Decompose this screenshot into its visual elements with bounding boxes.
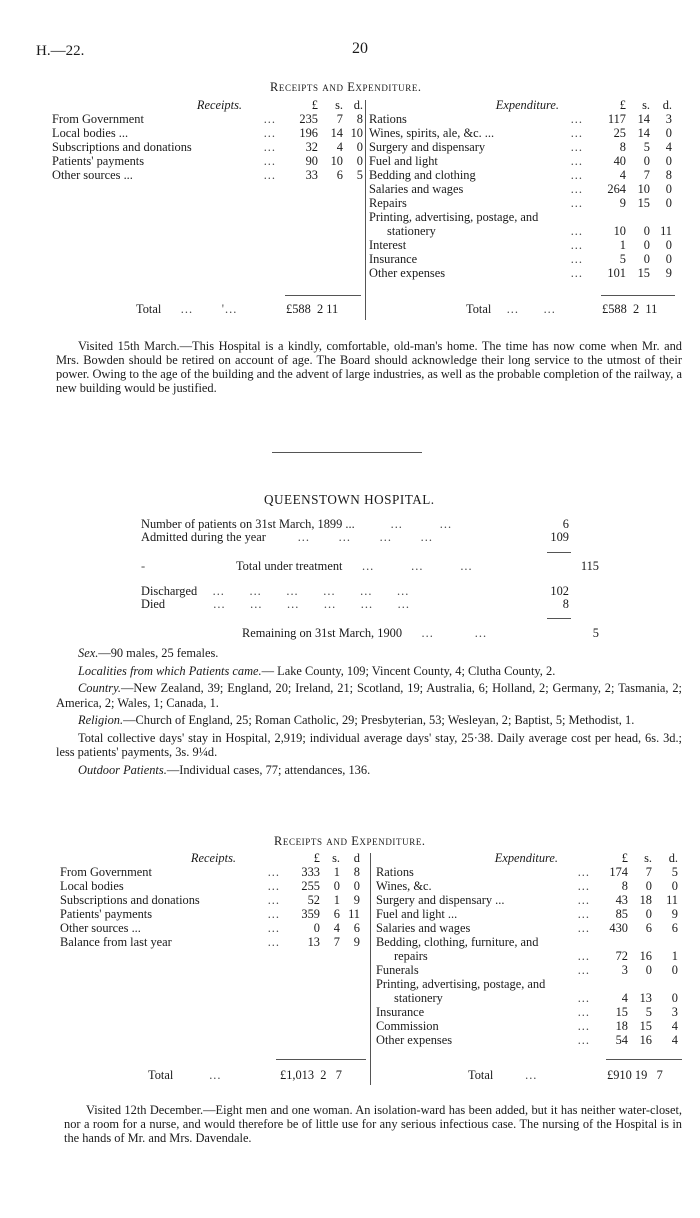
section1-expenditure-table [369, 98, 672, 280]
row-label: Wines, spirits, ale, &c. ... ... [369, 126, 583, 140]
row-label: Fuel and light ... [369, 154, 583, 168]
shillings-cell [626, 210, 650, 224]
shillings-cell: 0 [643, 252, 650, 266]
shillings-cell: 0 [643, 154, 650, 168]
table-row [60, 865, 360, 879]
section1-receipts-total: £588 2 11 [286, 302, 339, 316]
pence-cell: 9 [665, 266, 672, 280]
pounds-cell: 85 [615, 907, 628, 921]
pence-cell: 0 [356, 140, 363, 154]
pence-cell: 11 [348, 907, 360, 921]
subtotal-rule [547, 552, 571, 553]
row-label: Subscriptions and donations ... [52, 140, 276, 154]
pounds-cell: 25 [613, 126, 626, 140]
outdoor-text: —Individual cases, 77; attendances, 136. [166, 762, 371, 777]
row-label-text: Other sources ... [52, 168, 133, 182]
shillings-cell: 7 [645, 865, 652, 879]
section1-receipts-total-rule [285, 295, 361, 296]
remaining-value: 5 [592, 626, 599, 640]
pence-cell: 9 [671, 907, 678, 921]
row-label [376, 977, 598, 991]
pounds-cell: 8 [621, 879, 628, 893]
shillings-cell: 18 [639, 893, 652, 907]
pence-cell: 0 [356, 154, 363, 168]
table-row [376, 1019, 678, 1033]
table-row [369, 126, 672, 140]
table-row [369, 266, 672, 280]
row-label: From Government ... [52, 112, 276, 126]
section1-expenditure-total-rule [601, 295, 675, 296]
row-label-text: stationery [394, 991, 443, 1005]
row-label: Fuel and light ... ... [376, 907, 590, 921]
pounds-cell: 54 [615, 1033, 628, 1047]
shillings-cell: 15 [637, 196, 650, 210]
pence-cell: 10 [350, 126, 363, 140]
pounds-cell: 13 [307, 935, 320, 949]
shillings-cell: 13 [639, 991, 652, 1005]
row-label: Salaries and wages ... [376, 921, 590, 935]
section2-title: Receipts and Expenditure. [274, 834, 426, 848]
sex-label: Sex. [78, 646, 99, 660]
shillings-cell: 5 [643, 140, 650, 154]
table-row [60, 907, 360, 921]
table-row [369, 154, 672, 168]
row-label: Local bodies ... ... [52, 126, 276, 140]
pence-cell: 4 [665, 140, 672, 154]
pence-cell [650, 210, 672, 224]
row-label-text: Salaries and wages [376, 921, 471, 935]
pence-cell: 4 [671, 1019, 678, 1033]
localities-text: — Lake County, 109; Vincent County, 4; Clutha County, 2. [261, 663, 556, 678]
row-label: repairs ... [394, 949, 590, 963]
table-row [376, 921, 678, 935]
row-label: Surgery and dispensary ... [369, 140, 583, 154]
pence-cell: 0 [665, 182, 672, 196]
table-row [376, 935, 678, 949]
table-row [369, 182, 672, 196]
table-row [376, 963, 678, 977]
pounds-cell: 4 [619, 168, 626, 182]
row-label: Other sources ... ... [60, 921, 280, 935]
pounds-cell: 333 [301, 865, 320, 879]
pence-cell [652, 977, 678, 991]
pounds-cell [591, 210, 626, 224]
shillings-cell: 6 [333, 907, 340, 921]
pounds-cell: 52 [307, 893, 320, 907]
admitted-value: 109 [550, 530, 569, 544]
row-label-text: Wines, &c. [376, 879, 432, 893]
section2-expenditure-total: £910 19 7 [607, 1068, 663, 1082]
pounds-cell: 8 [619, 140, 626, 154]
admitted-label: Admitted during the year ... ... ... ... [141, 530, 433, 544]
table-row [376, 893, 678, 907]
row-label-text: Subscriptions and donations [52, 140, 192, 154]
shillings-cell: 14 [637, 126, 650, 140]
pounds-cell: 264 [607, 182, 626, 196]
section2-visit-note: Visited 12th December.—Eight men and one woman. An isolation-ward has been added, but it has neither water-closet, nor a room for a nurse, and would therefore be of little use for any serious infectious case. The nursing of the Hospital is in the hands of Mr. and Mrs. Davendale. [64, 1103, 682, 1145]
shillings-cell: 7 [333, 935, 340, 949]
section2-receipts-total-label: Total ... [148, 1068, 222, 1082]
pence-cell: 11 [660, 224, 672, 238]
localities-label: Localities from which Patients came. [78, 663, 262, 678]
table-row [376, 1005, 678, 1019]
section2-expenditure-total-label: Total ... [468, 1068, 538, 1082]
shillings-cell [628, 935, 652, 949]
pounds-cell: 5 [619, 252, 626, 266]
row-label-text: Printing, advertising, postage, and [369, 210, 539, 224]
pence-cell: 1 [671, 949, 678, 963]
pence-cell: 9 [353, 935, 360, 949]
shillings-cell: 1 [333, 893, 340, 907]
row-label-text: Insurance [369, 252, 418, 266]
pounds-cell: 43 [615, 893, 628, 907]
expenditure-heading: Expenditure. [495, 98, 559, 112]
row-label-text: Interest [369, 238, 407, 252]
row-label: Patients' payments ... [52, 154, 276, 168]
pence-cell [652, 935, 678, 949]
pounds-cell: 10 [613, 224, 626, 238]
table-row [369, 112, 672, 126]
table-row [369, 224, 672, 238]
pence-cell: 0 [665, 252, 672, 266]
shillings-cell: 5 [645, 1005, 652, 1019]
sex-text: —90 males, 25 females. [98, 646, 219, 660]
shillings-cell: 16 [639, 1033, 652, 1047]
pounds-cell: 9 [619, 196, 626, 210]
section1-visit-note: Visited 15th March.—This Hospital is a kindly, comfortable, old-man's home. The time has now come when Mr. and Mrs. Bowden should be retired on account of age. The Board should acknowledge their long service to the utmost of their power. Owing to the age of the building and the advent of large industries, as well as the probable completion of the railway, a new building would be justified. [56, 339, 682, 395]
pounds-cell: 90 [305, 154, 318, 168]
table-row [369, 252, 672, 266]
shillings-cell: 0 [645, 907, 652, 921]
pounds-heading: £ [311, 98, 318, 112]
section2-receipts-total: £1,013 2 7 [280, 1068, 342, 1082]
subtotal-rule [547, 618, 571, 619]
patients-1899-value: 6 [562, 517, 569, 531]
remaining-label: Remaining on 31st March, 1900 ... ... [242, 626, 488, 640]
pence-cell: 0 [665, 238, 672, 252]
discharged-label: Discharged ... ... ... ... ... ... [141, 584, 410, 598]
pounds-heading: £ [621, 851, 628, 865]
receipts-heading: Receipts. [196, 98, 242, 112]
table-row [369, 140, 672, 154]
shillings-cell: 15 [639, 1019, 652, 1033]
pence-cell: 9 [353, 893, 360, 907]
row-label: Local bodies ... [60, 879, 280, 893]
shillings-cell: 4 [333, 921, 340, 935]
shillings-cell: 0 [645, 963, 652, 977]
pounds-cell: 4 [621, 991, 628, 1005]
pence-cell: 3 [665, 112, 672, 126]
row-label [376, 935, 598, 949]
row-label-text: Funerals [376, 963, 419, 977]
religion-text: —Church of England, 25; Roman Catholic, 29; Presbyterian, 53; Wesleyan, 2; Baptist, 5; Methodist, 1. [123, 713, 635, 727]
pounds-cell: 32 [305, 140, 318, 154]
expenditure-heading: Expenditure. [494, 851, 558, 865]
row-label: Other sources ... ... [52, 168, 276, 182]
row-label-text: Local bodies ... [52, 126, 129, 140]
table-row [369, 238, 672, 252]
pounds-heading: £ [313, 851, 320, 865]
table-row [376, 865, 678, 879]
row-label-text: Balance from last year [60, 935, 172, 949]
section2-receipts-table [60, 851, 360, 949]
shillings-cell: 15 [637, 266, 650, 280]
receipts-heading: Receipts. [190, 851, 236, 865]
row-label: Repairs ... [369, 196, 583, 210]
died-value: 8 [562, 597, 569, 611]
table-row [52, 154, 363, 168]
row-label-text: Subscriptions and donations [60, 893, 200, 907]
pence-cell: 4 [671, 1033, 678, 1047]
religion-label: Religion. [78, 713, 124, 727]
pounds-cell [598, 935, 628, 949]
shillings-heading: s. [642, 98, 650, 112]
pounds-heading: £ [619, 98, 626, 112]
shillings-cell: 6 [336, 168, 343, 182]
pence-cell: 11 [666, 893, 678, 907]
pounds-cell: 196 [299, 126, 318, 140]
row-label-text: Printing, advertising, postage, and [376, 977, 546, 991]
row-label-text: stationery [387, 224, 436, 238]
pence-cell: 8 [353, 865, 360, 879]
pounds-cell: 18 [615, 1019, 628, 1033]
table-row [369, 196, 672, 210]
shillings-cell: 10 [637, 182, 650, 196]
row-label: Insurance ... [369, 252, 583, 266]
section1-column-divider [365, 100, 366, 320]
pounds-cell: 40 [613, 154, 626, 168]
table-row [52, 112, 363, 126]
shillings-cell: 7 [643, 168, 650, 182]
row-label: Patients' payments ... [60, 907, 280, 921]
shillings-cell: 14 [637, 112, 650, 126]
table-row [60, 893, 360, 907]
row-label-text: Wines, spirits, ale, &c. ... [369, 126, 495, 140]
page-reference: H.—22. [36, 43, 85, 59]
row-label: Salaries and wages ... [369, 182, 583, 196]
row-label-text: repairs [394, 949, 428, 963]
row-label: Rations ... [376, 865, 590, 879]
table-row [52, 140, 363, 154]
row-label: Other expenses ... [369, 266, 583, 280]
section2-column-divider [370, 853, 371, 1085]
row-label-text: Insurance [376, 1005, 425, 1019]
section2-expenditure-total-rule [606, 1059, 682, 1060]
country-label: Country. [78, 681, 122, 695]
table-row [376, 949, 678, 963]
row-label-text: Rations [376, 865, 414, 879]
pence-heading: d. [353, 98, 363, 112]
page-number: 20 [352, 40, 368, 57]
row-label: stationery ... [387, 224, 583, 238]
row-label-text: Patients' payments [52, 154, 145, 168]
shillings-cell: 10 [330, 154, 343, 168]
pounds-cell: 33 [305, 168, 318, 182]
pounds-cell: 101 [607, 266, 626, 280]
pounds-cell [598, 977, 628, 991]
shillings-cell: 1 [333, 865, 340, 879]
section-separator [272, 452, 422, 453]
row-label-text: Other expenses [376, 1033, 453, 1047]
section1-receipts-table [52, 98, 363, 182]
row-label-text: Bedding, clothing, furniture, and [376, 935, 539, 949]
row-label-text: Fuel and light [369, 154, 438, 168]
pounds-cell: 235 [299, 112, 318, 126]
row-label-text: Surgery and dispensary [369, 140, 486, 154]
shillings-heading: s. [335, 98, 343, 112]
pence-heading: d [353, 851, 360, 865]
section1-expenditure-total-label: Total ... ... [466, 302, 556, 316]
table-row [376, 977, 678, 991]
row-label: Wines, &c. ... [376, 879, 590, 893]
pence-cell: 3 [671, 1005, 678, 1019]
pence-cell: 0 [671, 963, 678, 977]
row-label-text: Patients' payments [60, 907, 153, 921]
pence-heading: d. [668, 851, 678, 865]
row-label-text: From Government [60, 865, 152, 879]
row-label-text: From Government [52, 112, 144, 126]
table-row [60, 921, 360, 935]
row-label-text: Rations [369, 112, 407, 126]
pounds-cell: 15 [615, 1005, 628, 1019]
pence-cell: 0 [353, 879, 360, 893]
shillings-cell [628, 977, 652, 991]
pence-cell: 8 [665, 168, 672, 182]
shillings-cell: 0 [643, 238, 650, 252]
row-label: From Government ... [60, 865, 280, 879]
row-label: stationery ... [394, 991, 590, 1005]
table-row [376, 907, 678, 921]
row-label: Funerals ... [376, 963, 590, 977]
table-row [60, 879, 360, 893]
shillings-cell: 0 [645, 879, 652, 893]
pounds-cell: 174 [609, 865, 628, 879]
row-label-text: Surgery and dispensary ... [376, 893, 505, 907]
row-label-text: Commission [376, 1019, 439, 1033]
table-row [376, 879, 678, 893]
pence-heading: d. [662, 98, 672, 112]
section1-expenditure-total: £588 2 11 [602, 302, 658, 316]
table-row [60, 935, 360, 949]
table-row [369, 168, 672, 182]
row-label-text: Local bodies [60, 879, 124, 893]
row-label: Balance from last year ... [60, 935, 280, 949]
pounds-cell: 3 [621, 963, 628, 977]
shillings-cell: 4 [336, 140, 343, 154]
row-label-text: Other sources ... [60, 921, 141, 935]
pence-cell: 0 [665, 126, 672, 140]
pounds-cell: 72 [615, 949, 628, 963]
patient-stats [141, 517, 601, 645]
shillings-cell: 0 [643, 224, 650, 238]
pence-cell: 0 [671, 991, 678, 1005]
row-label: Other expenses ... [376, 1033, 590, 1047]
total-value: 115 [580, 559, 599, 573]
row-label-text: Bedding and clothing [369, 168, 476, 182]
hospital-details [56, 646, 682, 777]
row-label [369, 210, 591, 224]
row-label: Commission ... [376, 1019, 590, 1033]
shillings-heading: s. [332, 851, 340, 865]
row-label: Bedding and clothing ... [369, 168, 583, 182]
section1-receipts-total-label: Total ... '... [136, 302, 238, 316]
hospital-title: QUEENSTOWN HOSPITAL. [264, 492, 435, 507]
table-row [52, 126, 363, 140]
pence-cell: 5 [356, 168, 363, 182]
row-label-text: Salaries and wages [369, 182, 464, 196]
row-label: Subscriptions and donations ... [60, 893, 280, 907]
pence-cell: 6 [671, 921, 678, 935]
row-label: Interest ... [369, 238, 583, 252]
section2-receipts-total-rule [276, 1059, 366, 1060]
outdoor-label: Outdoor Patients. [78, 762, 167, 777]
table-row [376, 991, 678, 1005]
shillings-heading: s. [644, 851, 652, 865]
patients-1899-label: Number of patients on 31st March, 1899 ... ... ... [141, 517, 453, 531]
row-label-text: Repairs [369, 196, 407, 210]
pounds-cell: 1 [619, 238, 626, 252]
pence-cell: 0 [671, 879, 678, 893]
table-row [52, 168, 363, 182]
row-label: Surgery and dispensary ... ... [376, 893, 590, 907]
row-label-text: Other expenses [369, 266, 446, 280]
row-label: Insurance ... [376, 1005, 590, 1019]
pence-cell: 0 [665, 196, 672, 210]
pounds-cell: 255 [301, 879, 320, 893]
discharged-value: 102 [550, 584, 569, 598]
pounds-cell: 430 [609, 921, 628, 935]
shillings-cell: 16 [639, 949, 652, 963]
pence-cell: 6 [353, 921, 360, 935]
pence-cell: 0 [665, 154, 672, 168]
shillings-cell: 7 [336, 112, 343, 126]
section2-expenditure-table [376, 851, 678, 1047]
stay-text: Total collective days' stay in Hospital, 2,919; individual average days' stay, 25·38. Daily average cost per head, 6s. 3d.; less patients' payments, 3s. 9¼d. [56, 730, 682, 759]
died-label: Died ... ... ... ... ... ... [141, 597, 410, 611]
row-label-text: Fuel and light ... [376, 907, 458, 921]
table-row [369, 210, 672, 224]
country-text: —New Zealand, 39; England, 20; Ireland, 21; Scotland, 19; Australia, 6; Holland, 2; Germany, 2; Tasmania, 2; America, 2; Wales, 1; Canada, 1. [56, 681, 682, 710]
table-row [376, 1033, 678, 1047]
row-label: Rations ... [369, 112, 583, 126]
shillings-cell: 14 [330, 126, 343, 140]
pence-cell: 8 [356, 112, 363, 126]
section1-title: Receipts and Expenditure. [270, 80, 422, 94]
pounds-cell: 117 [607, 112, 626, 126]
pence-cell: 5 [671, 865, 678, 879]
pounds-cell: 359 [301, 907, 320, 921]
shillings-cell: 6 [645, 921, 652, 935]
total-label: - Total under treatment ... ... ... [141, 559, 473, 573]
shillings-cell: 0 [333, 879, 340, 893]
pounds-cell: 0 [313, 921, 320, 935]
